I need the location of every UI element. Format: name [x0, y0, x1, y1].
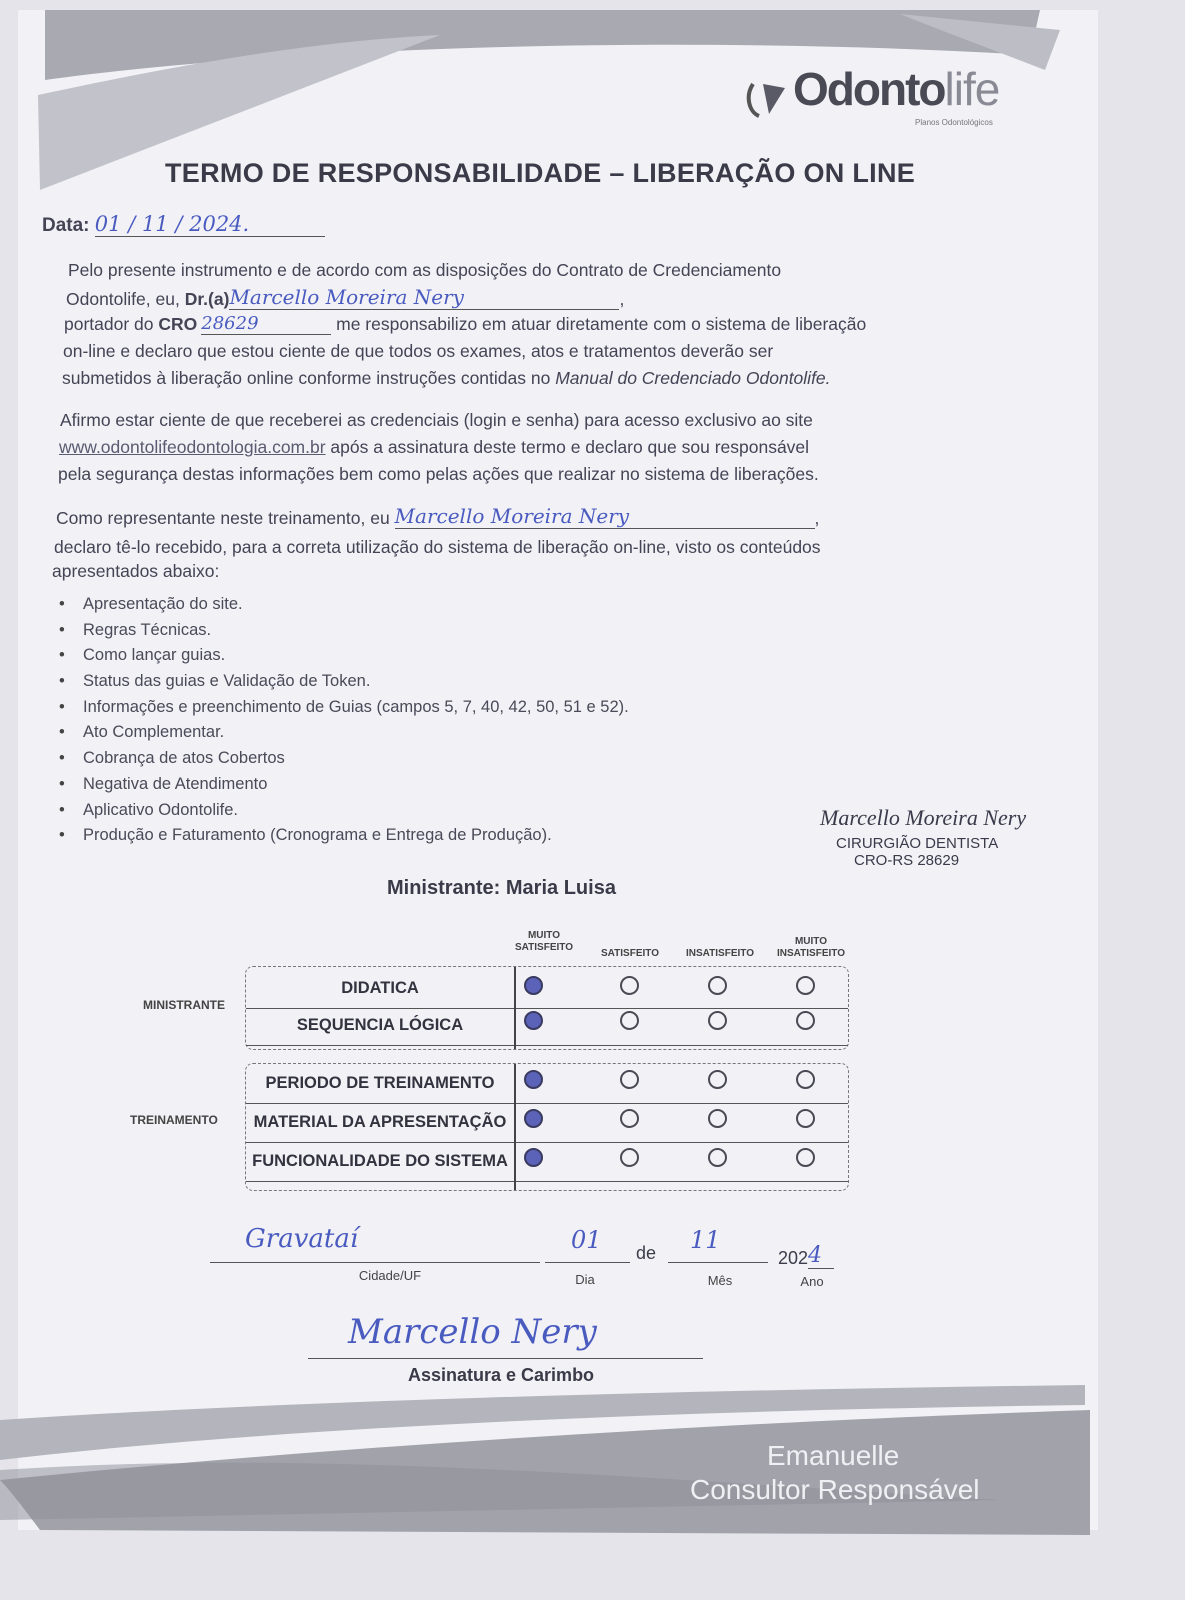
rating-radio[interactable]	[796, 1070, 815, 1089]
rating-radio[interactable]	[708, 1011, 727, 1030]
signature-field[interactable]	[308, 1312, 703, 1359]
evaluation-group-treinamento	[245, 1063, 849, 1191]
column-header-insatisfeito: INSATISFEITO	[686, 948, 754, 959]
rating-radio[interactable]	[620, 1109, 639, 1128]
column-header-muito-satisfeito: MUITO SATISFEITO	[515, 930, 573, 953]
cro-field[interactable]: 28629	[201, 313, 331, 335]
evaluation-row-funcionalidade: FUNCIONALIDADE DO SISTEMA	[246, 1144, 848, 1182]
evaluation-row-material: MATERIAL DA APRESENTAÇÃO	[246, 1105, 848, 1143]
group-label-ministrante: MINISTRANTE	[143, 998, 225, 1012]
column-header-muito-insatisfeito: MUITO INSATISFEITO	[777, 936, 845, 959]
rating-radio[interactable]	[524, 1148, 543, 1167]
rating-radio[interactable]	[620, 976, 639, 995]
handwritten-signature: Marcello Nery	[348, 1312, 597, 1352]
footer-wave-decoration	[0, 1380, 1185, 1600]
evaluation-row-didatica: DIDATICA	[246, 971, 848, 1009]
caption-day: Dia	[575, 1272, 595, 1287]
list-item: • Produção e Faturamento (Cronograma e Entrega de Produção).	[55, 826, 629, 852]
list-item: • Regras Técnicas.	[55, 621, 629, 647]
date-line	[42, 212, 325, 237]
page-title: TERMO DE RESPONSABILIDADE – LIBERAÇÃO ON LINE	[165, 158, 916, 188]
site-link[interactable]: www.odontolifeodontologia.com.br	[59, 437, 326, 457]
paragraph-1-line-1: Pelo presente instrumento e de acordo com as disposições do Contrato de Credenciamento	[68, 260, 782, 280]
list-item: • Apresentação do site.	[55, 595, 629, 621]
evaluation-row-periodo: PERIODO DE TREINAMENTO	[246, 1066, 848, 1104]
rating-radio[interactable]	[796, 1011, 815, 1030]
rating-radio[interactable]	[708, 1070, 727, 1089]
rating-radio[interactable]	[708, 976, 727, 995]
paragraph-3-line-3: apresentados abaixo:	[52, 561, 220, 581]
paragraph-1-line-3: portador do CRO 28629 me responsabilizo em atuar diretamente com o sistema de liberação	[64, 313, 867, 334]
odontolife-logo: Odontolife	[745, 62, 999, 123]
list-item: • Cobrança de atos Cobertos	[55, 749, 629, 775]
caption-month: Mês	[707, 1273, 733, 1288]
rating-radio[interactable]	[524, 976, 543, 995]
rating-radio[interactable]	[620, 1011, 639, 1030]
rating-radio[interactable]	[620, 1070, 639, 1089]
paragraph-3-line-1: Como representante neste treinamento, eu Marcello Moreira Nery ,	[56, 504, 820, 528]
ministrante-heading: Ministrante: Maria Luisa	[387, 877, 616, 899]
manual-reference: Manual do Credenciado Odontolife.	[555, 368, 831, 388]
topics-list	[55, 595, 629, 852]
rating-radio[interactable]	[796, 1148, 815, 1167]
rating-radio[interactable]	[524, 1109, 543, 1128]
stamp-cro: CRO-RS 28629	[854, 852, 960, 869]
month-field[interactable]: 11	[668, 1232, 768, 1263]
caption-city: Cidade/UF	[358, 1268, 422, 1283]
stamp-name: Marcello Moreira Nery	[820, 805, 1027, 830]
column-header-satisfeito: SATISFEITO	[601, 948, 659, 959]
logo-tagline: Planos Odontológicos	[915, 118, 993, 127]
rating-radio[interactable]	[524, 1070, 543, 1089]
column-divider	[514, 1064, 516, 1190]
paragraph-1-line-4: on-line e declaro que estou ciente de que todos os exames, atos e tratamentos deverão ser	[63, 341, 774, 361]
date-label: Data:	[42, 215, 90, 236]
city-field[interactable]: Gravataí	[210, 1232, 540, 1263]
list-item: • Ato Complementar.	[55, 723, 629, 749]
paragraph-2-line-3: pela segurança destas informações bem como pelas ações que realizar no sistema de liberações.	[58, 464, 819, 484]
consultant-name: Emanuelle	[767, 1440, 900, 1471]
signature-label: Assinatura e Carimbo	[408, 1365, 595, 1385]
year-field[interactable]: 2024	[778, 1243, 834, 1269]
paragraph-1-line-2: Odontolife, eu, Dr.(a)Marcello Moreira Nery ,	[66, 285, 625, 309]
column-divider	[514, 967, 516, 1049]
rating-radio[interactable]	[524, 1011, 543, 1030]
stamp-role: CIRURGIÃO DENTISTA	[836, 835, 999, 852]
rating-radio[interactable]	[708, 1109, 727, 1128]
de-word: de	[636, 1243, 657, 1263]
consultant-role: Consultor Responsável	[690, 1474, 980, 1505]
dentist-name-field[interactable]: Marcello Moreira Nery	[229, 285, 619, 310]
paragraph-1-line-5: submetidos à liberação online conforme instruções contidas no Manual do Credenciado Odontolife.	[62, 368, 831, 388]
rating-radio[interactable]	[796, 1109, 815, 1128]
paragraph-3-line-2: declaro tê-lo recebido, para a correta utilização do sistema de liberação on-line, visto os conteúdos	[54, 537, 821, 557]
evaluation-group-ministrante	[245, 966, 849, 1050]
rating-radio[interactable]	[708, 1148, 727, 1167]
day-field[interactable]: 01	[545, 1232, 630, 1263]
list-item: • Status das guias e Validação de Token.	[55, 672, 629, 698]
evaluation-row-sequencia-logica: SEQUENCIA LÓGICA	[246, 1008, 848, 1046]
group-label-treinamento: TREINAMENTO	[130, 1113, 218, 1127]
paragraph-2-line-2: www.odontolifeodontologia.com.br após a assinatura deste termo e declaro que sou responsável	[59, 437, 810, 457]
list-item: • Aplicativo Odontolife.	[55, 801, 629, 827]
representative-name-field[interactable]: Marcello Moreira Nery	[395, 504, 815, 529]
dentist-stamp	[820, 805, 1040, 869]
paragraph-2-line-1: Afirmo estar ciente de que receberei as credenciais (login e senha) para acesso exclusivo ao site	[60, 410, 813, 430]
date-field[interactable]: 01 / 11 / 2024.	[95, 212, 325, 237]
list-item: • Como lançar guias.	[55, 646, 629, 672]
list-item: • Informações e preenchimento de Guias (campos 5, 7, 40, 42, 50, 51 e 52).	[55, 698, 629, 724]
logo-mark-icon	[745, 78, 787, 123]
rating-radio[interactable]	[796, 976, 815, 995]
caption-year: Ano	[800, 1274, 824, 1289]
list-item: • Negativa de Atendimento	[55, 775, 629, 801]
rating-radio[interactable]	[620, 1148, 639, 1167]
